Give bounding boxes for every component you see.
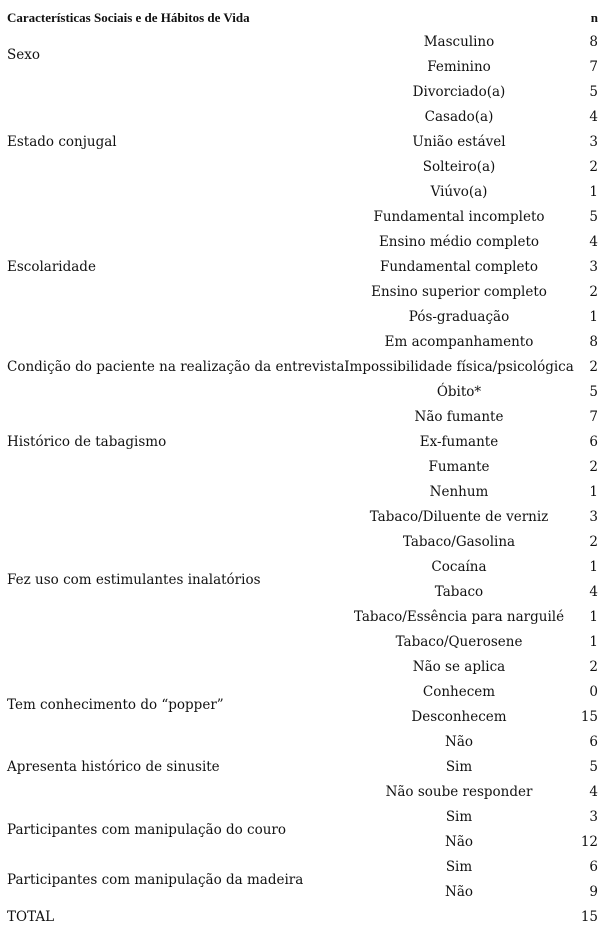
option-label: Fumante: [428, 459, 490, 475]
option-label: Tabaco/Diluente de verniz: [369, 509, 549, 525]
group-label: Estado conjugal: [7, 134, 117, 150]
option-label: Conhecem: [422, 684, 496, 700]
option-label: Não soube responder: [385, 784, 533, 800]
option-label: Sim: [445, 809, 473, 825]
option-label: Nenhum: [429, 484, 489, 500]
option-count: 1: [589, 309, 598, 325]
option-label: Desconhecem: [411, 709, 507, 725]
group-label: Escolaridade: [7, 259, 96, 275]
option-label: Divorciado(a): [412, 84, 506, 100]
option-count: 2: [589, 459, 598, 475]
option-count: 4: [589, 109, 598, 125]
option-count: 1: [589, 609, 598, 625]
group-label: Apresenta histórico de sinusite: [7, 759, 220, 775]
option-label: Tabaco/Essência para narguilé: [353, 609, 565, 625]
option-label: Não se aplica: [412, 659, 506, 675]
option-label: Não: [445, 884, 473, 900]
option-count: 0: [589, 684, 598, 700]
option-label: Feminino: [427, 59, 491, 75]
option-count: 8: [589, 334, 598, 350]
option-label: União estável: [412, 134, 506, 150]
group-label: Sexo: [7, 46, 40, 63]
option-label: Solteiro(a): [422, 159, 496, 175]
option-label: Ensino superior completo: [371, 284, 547, 300]
header-characteristics: Características Sociais e de Hábitos de Vida: [7, 10, 250, 25]
option-count: 3: [589, 134, 598, 150]
total-count: 15: [580, 909, 598, 925]
option-count: 2: [589, 159, 598, 175]
option-count: 15: [580, 709, 598, 725]
group-label: Participantes com manipulação do couro: [7, 821, 287, 838]
option-count: 4: [589, 234, 598, 250]
option-count: 7: [589, 59, 598, 75]
group-label: Tem conhecimento do “popper”: [7, 696, 224, 713]
option-count: 2: [589, 359, 598, 375]
option-count: 1: [589, 634, 598, 650]
option-count: 3: [589, 509, 598, 525]
option-label: Sim: [445, 759, 473, 775]
option-count: 1: [589, 184, 598, 200]
option-label: Não: [445, 734, 473, 750]
option-label: Não: [445, 834, 473, 850]
option-label: Viúvo(a): [430, 184, 488, 200]
option-count: 2: [589, 659, 598, 675]
option-count: 3: [589, 259, 598, 275]
option-label: Impossibilidade física/psicológica: [344, 359, 574, 375]
option-label: Tabaco/Querosene: [395, 634, 523, 650]
option-count: 8: [589, 34, 598, 50]
option-label: Cocaína: [431, 559, 487, 575]
option-label: Tabaco: [434, 584, 484, 600]
option-count: 5: [589, 209, 598, 225]
group-label: Participantes com manipulação da madeira: [7, 871, 304, 888]
option-count: 6: [589, 434, 598, 450]
option-count: 1: [589, 559, 598, 575]
option-count: 2: [589, 284, 598, 300]
option-label: Masculino: [423, 34, 495, 50]
option-count: 12: [580, 834, 598, 850]
option-label: Sim: [445, 859, 473, 875]
total-label: TOTAL: [7, 909, 55, 925]
option-label: Tabaco/Gasolina: [402, 534, 516, 550]
group-label: Fez uso com estimulantes inalatórios: [7, 571, 261, 588]
option-label: Não fumante: [414, 409, 504, 425]
option-count: 6: [589, 734, 598, 750]
option-count: 5: [589, 84, 598, 100]
group-label: Histórico de tabagismo: [7, 434, 167, 450]
option-count: 5: [589, 384, 598, 400]
option-count: 1: [589, 484, 598, 500]
option-label: Fundamental incompleto: [373, 209, 545, 225]
option-count: 4: [589, 584, 598, 600]
option-count: 5: [589, 759, 598, 775]
option-label: Ensino médio completo: [378, 234, 540, 250]
option-count: 9: [589, 884, 598, 900]
option-label: Em acompanhamento: [384, 334, 534, 350]
option-count: 4: [589, 784, 598, 800]
option-count: 6: [589, 859, 598, 875]
option-count: 3: [589, 809, 598, 825]
option-label: Casado(a): [424, 109, 494, 125]
option-label: Fundamental completo: [379, 259, 538, 275]
option-label: Ex-fumante: [419, 434, 499, 450]
option-label: Pós-graduação: [408, 309, 510, 325]
header-n: n: [590, 10, 598, 25]
option-label: Óbito*: [436, 384, 482, 400]
option-count: 2: [589, 534, 598, 550]
group-label: Condição do paciente na realização da entrevista: [7, 359, 345, 375]
option-count: 7: [589, 409, 598, 425]
